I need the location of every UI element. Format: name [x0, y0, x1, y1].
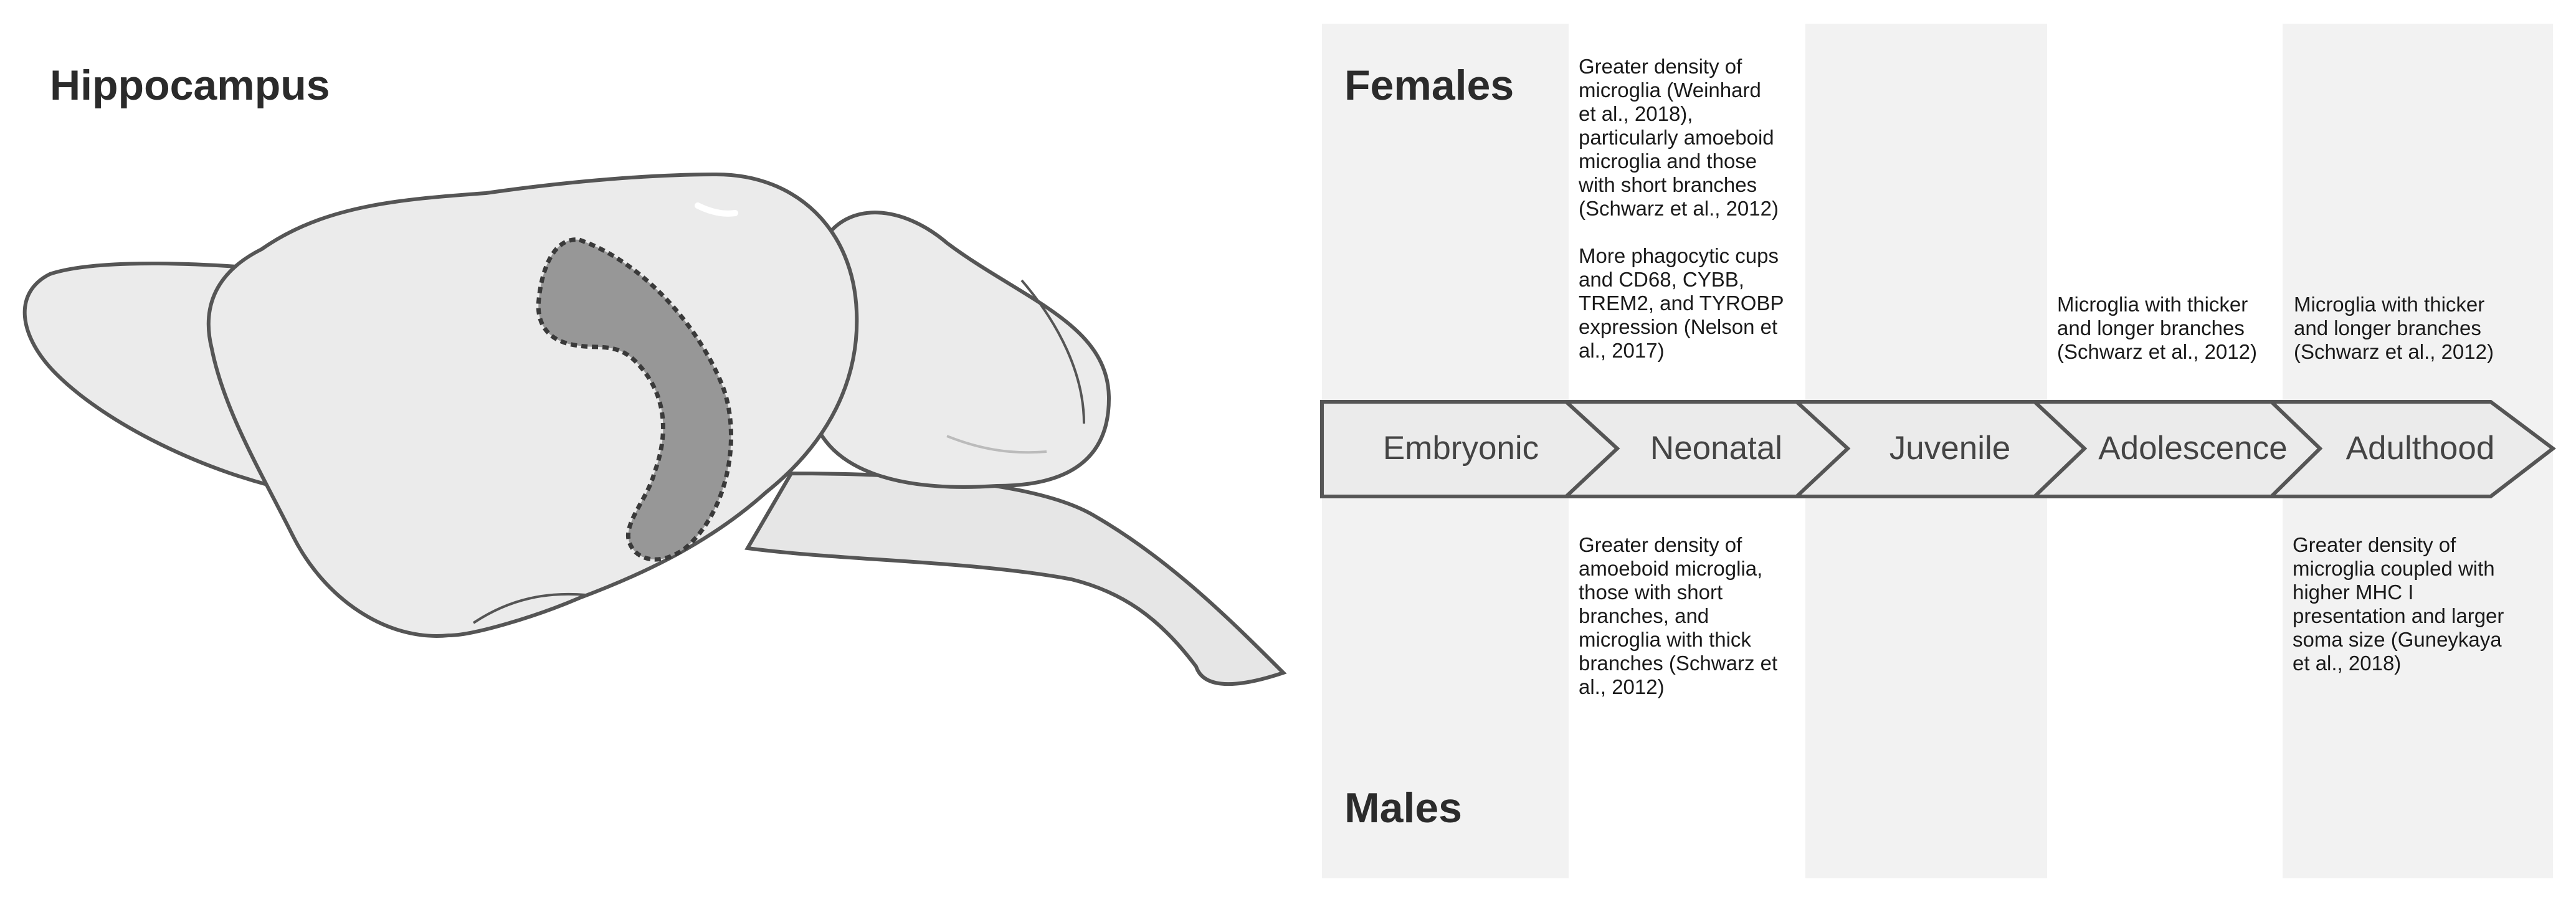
female-note-adulthood-text: Microglia with thicker and longer branches (Schwarz et al., 2012) [2294, 293, 2494, 363]
stage-label-adulthood: Adulthood [2345, 430, 2495, 467]
male-note-neonatal-text: Greater density of amoeboid microglia, those with short branches, and microglia with thick branches (Schwarz et al., 2012) [1579, 533, 1778, 698]
females-heading: Females [1344, 62, 1514, 109]
stage-label-neonatal: Neonatal [1650, 430, 1783, 467]
males-heading: Males [1344, 784, 1462, 832]
female-note-neonatal-phagocytic: More phagocytic cups and CD68, CYBB, TREM2, and TYROBP expression (Nelson et al., 2017) [1579, 244, 1784, 362]
stage-label-juvenile: Juvenile [1889, 430, 2011, 467]
female-note-neonatal-density: Greater density of microglia (Weinhard et al., 2018), particularly amoeboid microglia and those with short branches (Schwarz et al., 2012) [1579, 55, 1779, 220]
female-note-adolescence-text: Microglia with thicker and longer branches (Schwarz et al., 2012) [2057, 293, 2257, 363]
stage-label-embryonic: Embryonic [1382, 430, 1539, 467]
stage-label-adolescence: Adolescence [2098, 430, 2288, 467]
male-note-adulthood-text: Greater density of microglia coupled with higher MHC I presentation and larger soma size (Guneykaya et al., 2018) [2293, 533, 2504, 675]
region-title: Hippocampus [50, 62, 330, 109]
